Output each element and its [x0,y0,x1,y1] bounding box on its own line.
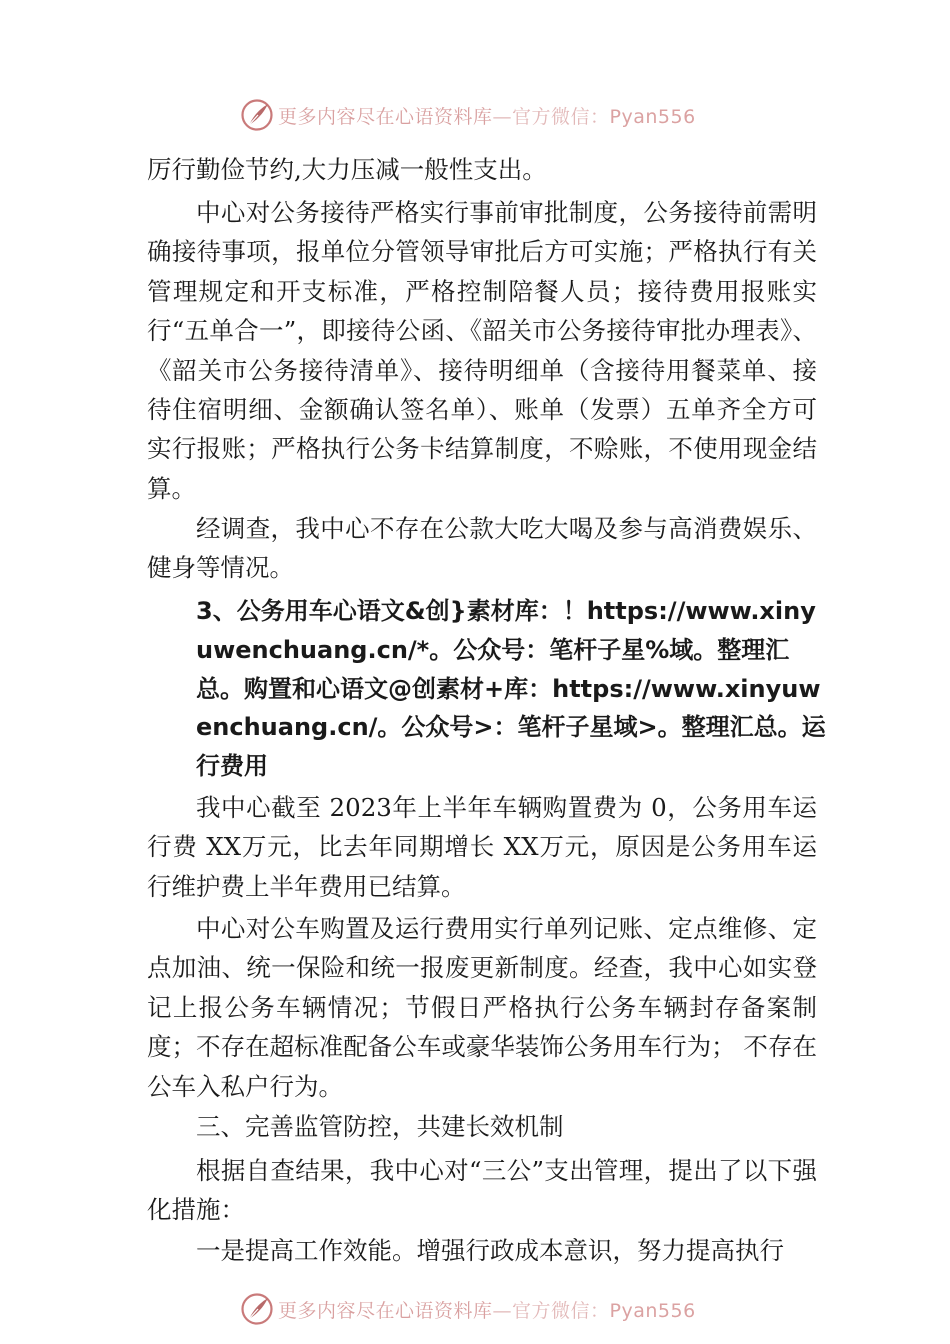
paragraph-vehicle-costs: 我中心截至 2023年上半年车辆购置费为 0，公务用车运行费 XX万元，比去年同期增长 XX万元，原因是公务用车运行维护费上半年费用已结算。 [147,793,817,901]
section-heading-vehicles: 3、公务用车心语文&创}素材库：！https://www.xinyuwenchuang.cn/*。公众号：笔杆子星%域。整理汇总。购置和心语文@创素材+库：https://www.xinyuwenchuang.cn/。公众号>：笔杆子星域>。整理汇总。运行费用 [196,597,826,781]
watermark-wechat-id: Pyan556 [609,105,696,128]
paragraph-efficiency: 一是提高工作效能。增强行政成本意识，努力提高执行 [196,1236,784,1265]
paragraph-reception-approval: 中心对公务接待严格实行事前审批制度，公务接待前需明确接待事项，报单位分管领导审批后方可实施；严格执行有关管理规定和开支标准，严格控制陪餐人员；接待费用报账实行“五单合一”，即接待公函、《韶关市公务接待审批办理表》、《韶关市公务接待清单》、接待明细单（含接待用餐菜单、接待住宿明细、金额确认签名单）、账单（发票）五单齐全方可实行报账；严格执行公务卡结算制度，不赊账，不使用现金结算。 [147,198,817,503]
watermark-footer [240,1292,696,1326]
feather-quill-logo-icon [240,98,274,132]
paragraph-measures: 根据自查结果，我中心对“三公”支出管理，提出了以下强化措施： [147,1156,817,1225]
paragraph-austerity: 厉行勤俭节约,大力压减一般性支出。 [147,155,547,184]
watermark-label: 更多内容尽在心语资料库 [278,1299,493,1322]
watermark-header [240,98,696,132]
watermark-separator: —官方微信： [492,1299,610,1322]
watermark-wechat-id: Pyan556 [609,1299,696,1322]
watermark-text [278,102,696,129]
paragraph-investigation: 经调查，我中心不存在公款大吃大喝及参与高消费娱乐、健身等情况。 [147,514,817,583]
watermark-separator: —官方微信： [492,105,610,128]
watermark-label: 更多内容尽在心语资料库 [278,105,493,128]
section-heading-supervision: 三、完善监管防控，共建长效机制 [196,1112,564,1141]
feather-quill-logo-icon [240,1292,274,1326]
paragraph-vehicle-management: 中心对公车购置及运行费用实行单列记账、定点维修、定点加油、统一保险和统一报废更新制度。经查，我中心如实登记上报公务车辆情况；节假日严格执行公务车辆封存备案制度；不存在超标准配备公车或豪华装饰公务用车行为； 不存在公车入私户行为。 [147,914,817,1101]
watermark-text [278,1296,696,1323]
